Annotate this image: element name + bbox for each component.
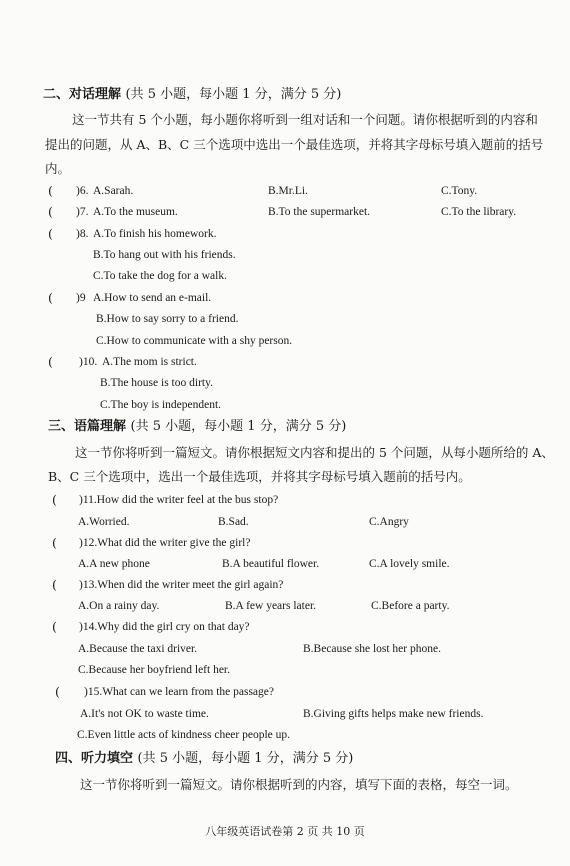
answer-paren-14[interactable]: (: [52, 619, 57, 634]
section2-instruction-2: 提出的问题，从 A、B、C 三个选项中选出一个最佳选项，并将其字母标号填入题前的括号: [45, 137, 544, 152]
question-10-option-a: A.The mom is strict.: [102, 356, 197, 368]
question-7-option-a: A.To the museum.: [93, 206, 178, 218]
section3-instruction-2: B、C 三个选项中，选出一个最佳选项，并将其字母标号填入题前的括号内。: [48, 469, 471, 484]
question-15-text: )15.What can we learn from the passage?: [84, 686, 274, 698]
answer-paren-15[interactable]: (: [55, 684, 60, 699]
question-9-option-b: B.How to say sorry to a friend.: [96, 313, 239, 325]
section2-instruction-3: 内。: [45, 161, 71, 176]
question-10-option-b: B.The house is too dirty.: [100, 377, 213, 389]
question-7-number: )7.: [76, 206, 89, 218]
question-15-option-b: B.Giving gifts helps make new friends.: [303, 708, 484, 720]
question-7-option-c: C.To the library.: [441, 206, 517, 218]
answer-paren-12[interactable]: (: [52, 535, 57, 550]
section2-title: 二、对话理解: [43, 87, 122, 102]
question-13-option-b: B.A few years later.: [225, 600, 317, 612]
question-13-text: )13.When did the writer meet the girl again?: [79, 579, 284, 591]
question-15-option-c: C.Even little acts of kindness cheer people up.: [77, 729, 291, 741]
answer-paren-7[interactable]: (: [48, 204, 53, 219]
question-6-option-b: B.Mr.Li.: [268, 185, 308, 197]
question-8-option-b: B.To hang out with his friends.: [93, 249, 236, 261]
question-8-number: )8.: [76, 228, 89, 240]
question-6-option-a: A.Sarah.: [93, 185, 134, 197]
answer-paren-8[interactable]: (: [48, 226, 53, 241]
question-12-option-a: A.A new phone: [78, 558, 150, 570]
question-9-option-a: A.How to send an e-mail.: [93, 292, 212, 304]
question-14-option-c: C.Because her boyfriend left her.: [78, 664, 230, 676]
question-12-text: )12.What did the writer give the girl?: [79, 537, 251, 549]
section2-note: (共 5 小题，每小题 1 分，满分 5 分): [125, 87, 342, 102]
question-9-option-c: C.How to communicate with a shy person.: [96, 335, 293, 347]
question-11-text: )11.How did the writer feel at the bus stop?: [79, 494, 279, 506]
question-14-option-b: B.Because she lost her phone.: [303, 643, 441, 655]
answer-paren-10[interactable]: (: [48, 354, 53, 369]
question-9-number: )9: [76, 292, 86, 304]
section3-heading: [48, 419, 346, 435]
question-14-option-a: A.Because the taxi driver.: [78, 643, 198, 655]
question-13-option-c: C.Before a party.: [371, 600, 450, 612]
question-11-option-a: A.Worried.: [78, 516, 130, 528]
question-12-option-c: C.A lovely smile.: [369, 558, 450, 570]
section4-note: (共 5 小题，每小题 1 分，满分 5 分): [137, 751, 354, 766]
question-12-option-b: B.A beautiful flower.: [222, 558, 320, 570]
page-footer: 八年级英语试卷第 2 页 共 10 页: [205, 825, 365, 838]
section4-heading: [55, 751, 353, 767]
question-6-option-c: C.Tony.: [441, 185, 478, 197]
question-10-number: )10.: [79, 356, 98, 368]
section3-instruction-1: 这一节你将听到一篇短文。请你根据短文内容和提出的 5 个问题，从每小题所给的 A、: [75, 445, 554, 460]
answer-paren-9[interactable]: (: [48, 290, 53, 305]
answer-paren-11[interactable]: (: [52, 492, 57, 507]
question-13-option-a: A.On a rainy day.: [78, 600, 160, 612]
section4-instruction: 这一节你将听到一篇短文。请你根据听到的内容，填写下面的表格，每空一词。: [80, 777, 518, 792]
question-6-number: )6.: [76, 185, 89, 197]
question-11-option-c: C.Angry: [369, 516, 409, 528]
question-8-option-a: A.To finish his homework.: [93, 228, 217, 240]
question-8-option-c: C.To take the dog for a walk.: [93, 270, 227, 282]
section4-title: 四、听力填空: [55, 751, 134, 766]
section3-title: 三、语篇理解: [48, 419, 127, 434]
question-14-text: )14.Why did the girl cry on that day?: [79, 621, 250, 633]
question-15-option-a: A.It's not OK to waste time.: [80, 708, 209, 720]
question-10-option-c: C.The boy is independent.: [100, 399, 222, 411]
section3-note: (共 5 小题，每小题 1 分，满分 5 分): [130, 419, 347, 434]
question-7-option-b: B.To the supermarket.: [268, 206, 371, 218]
answer-paren-6[interactable]: (: [48, 183, 53, 198]
section2-heading: [43, 87, 341, 103]
answer-paren-13[interactable]: (: [52, 577, 57, 592]
question-11-option-b: B.Sad.: [218, 516, 249, 528]
section2-instruction-1: 这一节共有 5 个小题，每小题你将听到一组对话和一个问题。请你根据听到的内容和: [72, 112, 538, 127]
